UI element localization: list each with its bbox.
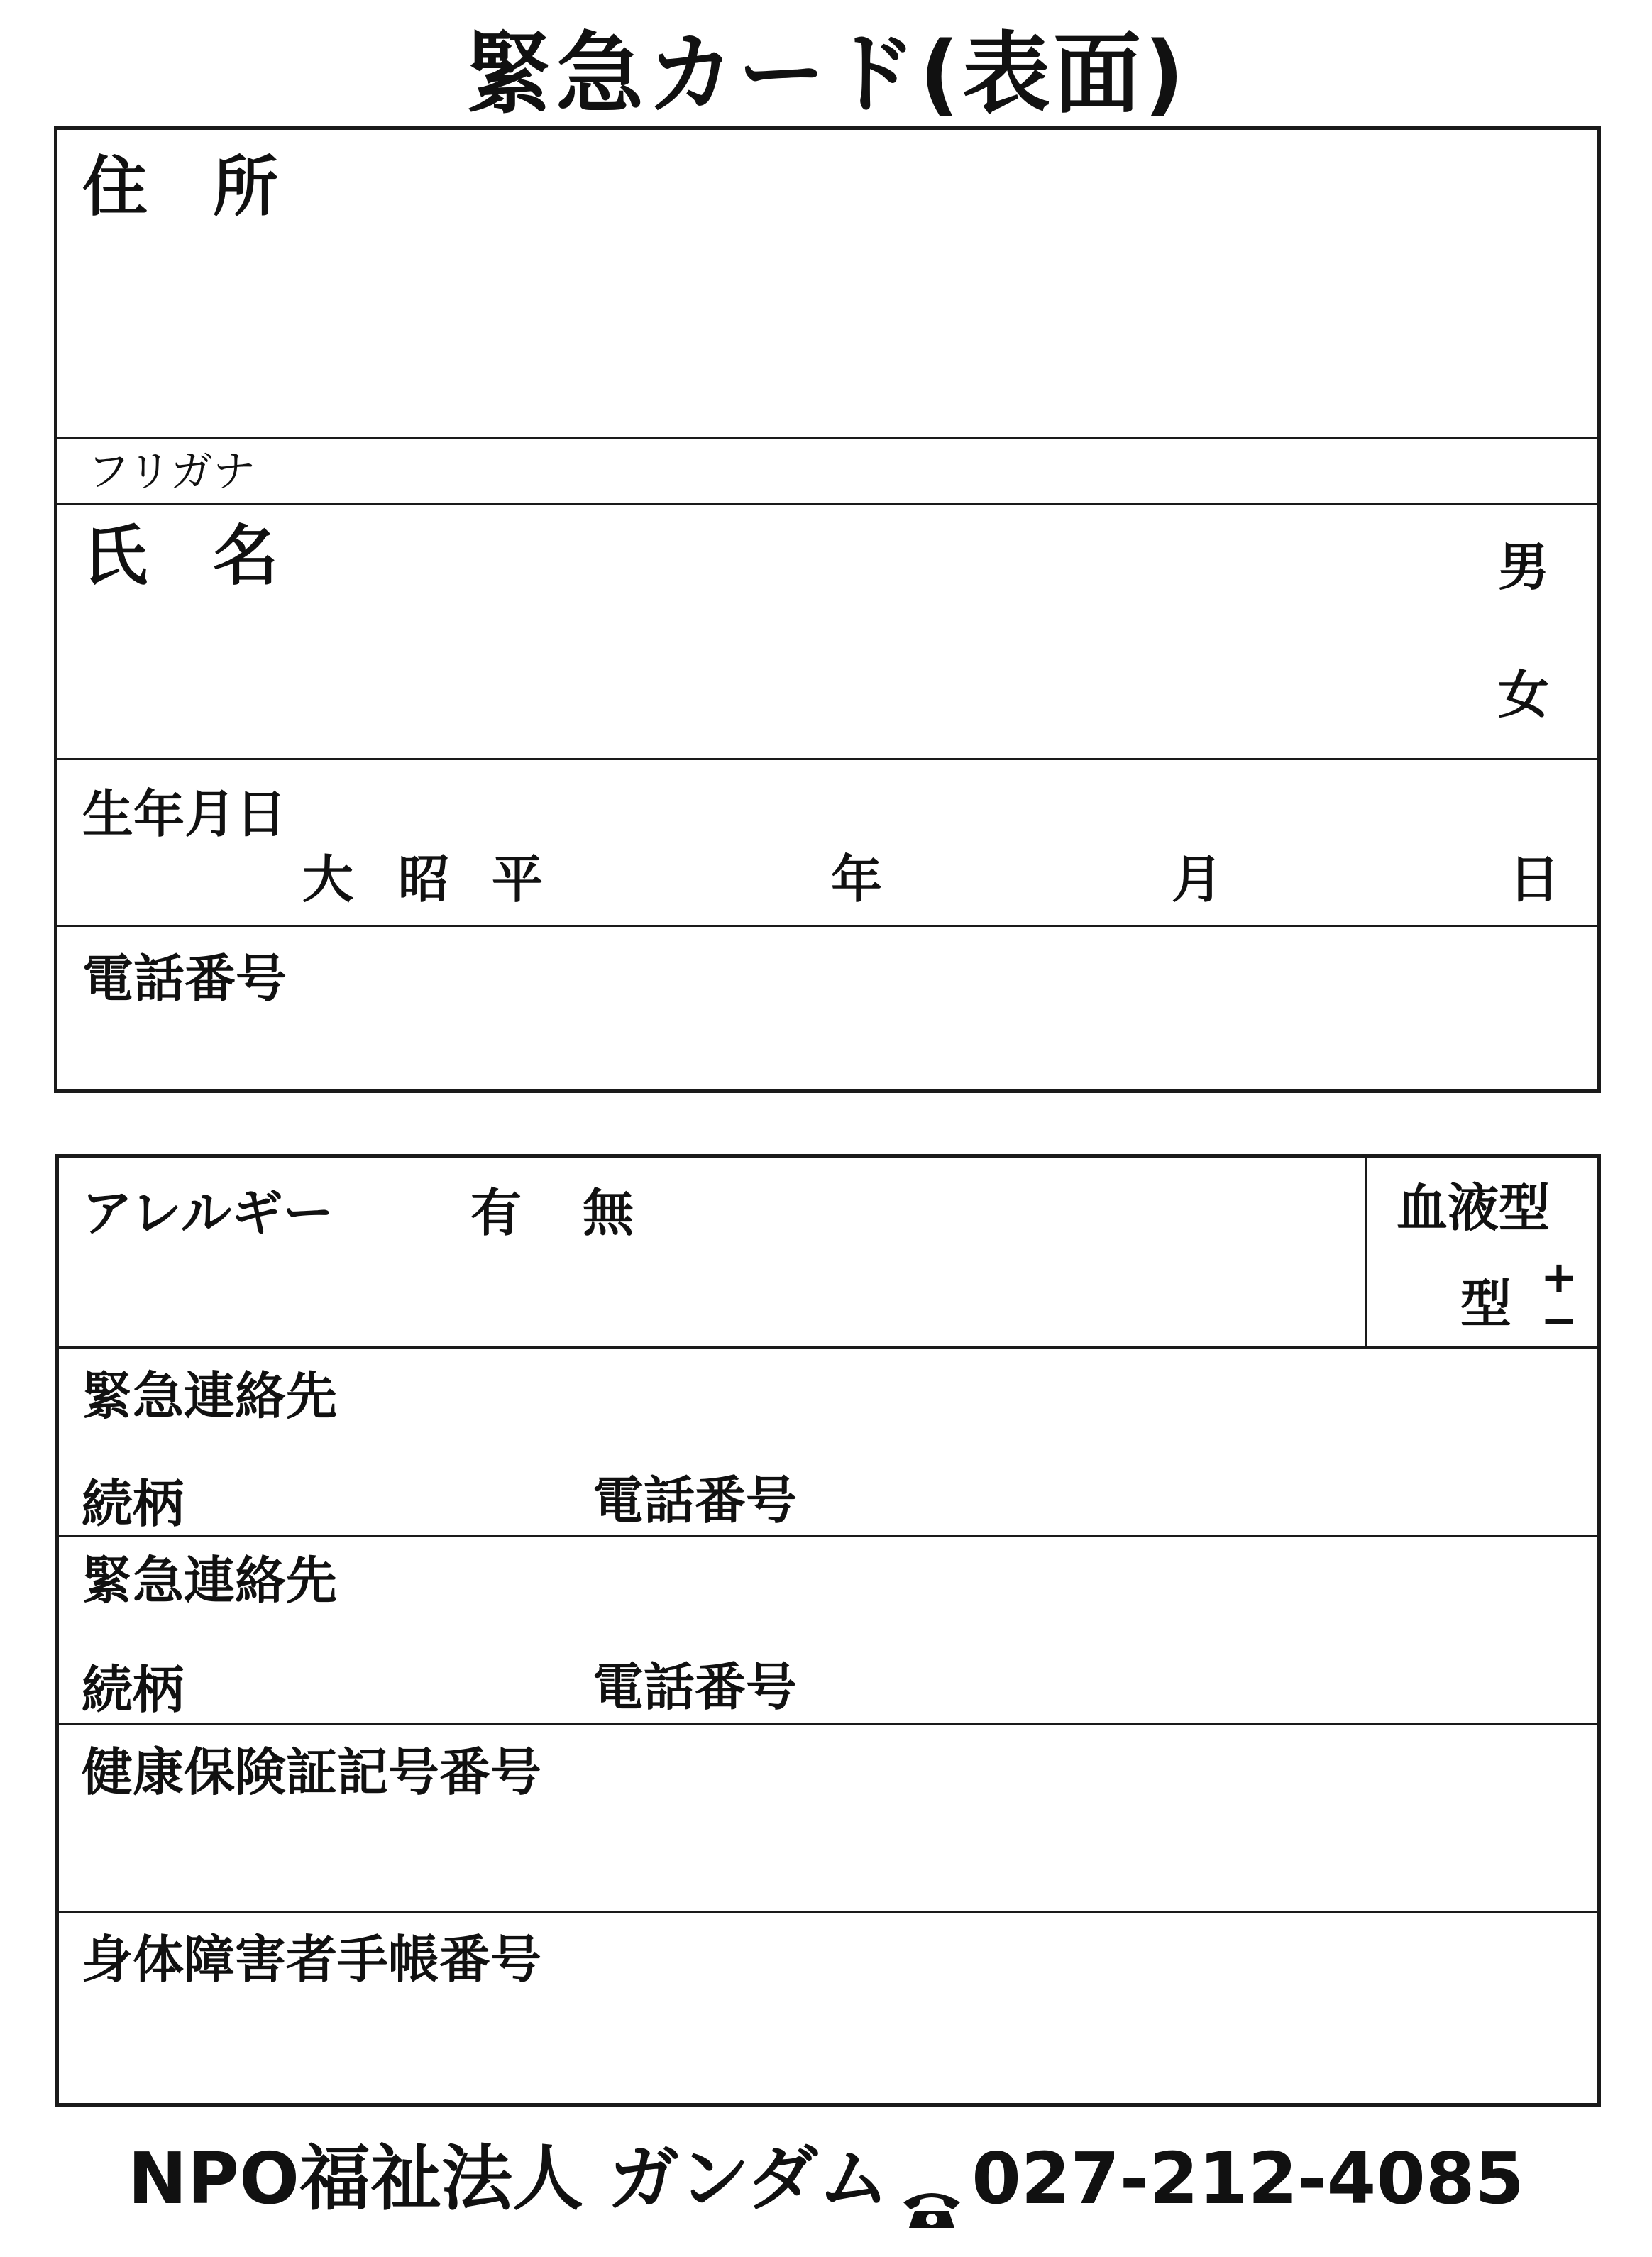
month-label: 月 (1172, 850, 1223, 909)
divider (59, 1911, 1597, 1913)
allergy-yes-option[interactable]: 有 (470, 1183, 522, 1243)
emergency-contact-2-phone: 電話番号 (593, 1657, 798, 1717)
birthdate-label: 生年月日 (82, 784, 287, 844)
emergency-contact-2-label: 緊急連絡先 (82, 1551, 338, 1610)
disability-handbook-label: 身体障害者手帳番号 (82, 1930, 542, 1989)
phone-label: 電話番号 (82, 949, 287, 1009)
emergency-contact-1-phone: 電話番号 (593, 1471, 798, 1530)
era-heisei-option[interactable]: 平 (492, 850, 544, 909)
blood-type-suffix: 型 (1460, 1274, 1512, 1334)
divider (59, 1346, 1597, 1349)
footer (128, 2136, 1524, 2222)
emergency-contact-1-label: 緊急連絡先 (82, 1366, 338, 1426)
blood-type-label: 血液型 (1397, 1178, 1551, 1238)
day-label: 日 (1509, 850, 1560, 909)
health-insurance-label: 健康保険証記号番号 (82, 1742, 542, 1802)
divider (59, 1723, 1597, 1725)
organization-phone (901, 2136, 1524, 2222)
divider (57, 503, 1597, 505)
divider (57, 758, 1597, 760)
rh-plus-option[interactable]: + (1541, 1251, 1577, 1303)
emergency-contact-1-relation: 続柄 (82, 1474, 185, 1534)
furigana-label: フリガナ (87, 447, 255, 497)
card-title: 緊急カード(表面) (465, 23, 1187, 126)
divider (1365, 1158, 1367, 1348)
divider (59, 1535, 1597, 1537)
divider (57, 437, 1597, 439)
allergy-no-option[interactable]: 無 (583, 1183, 634, 1243)
phone-number: 027-212-4085 (971, 2137, 1524, 2220)
telephone-icon (901, 2163, 963, 2205)
year-label: 年 (831, 850, 883, 909)
era-taisho-option[interactable]: 大 (302, 850, 354, 909)
era-showa-option[interactable]: 昭 (398, 850, 450, 909)
rh-minus-option[interactable]: − (1541, 1294, 1577, 1346)
divider (57, 925, 1597, 927)
sex-female-option[interactable]: 女 (1498, 665, 1550, 725)
name-label: 氏 名 (82, 518, 279, 594)
medical-info-section (55, 1154, 1601, 2107)
address-label: 住 所 (82, 149, 279, 225)
sex-male-option[interactable]: 男 (1498, 537, 1550, 597)
allergy-label: アレルギー (82, 1183, 334, 1243)
emergency-contact-2-relation: 続柄 (82, 1660, 185, 1720)
organization-name: NPO福祉法人 ガンダム (128, 2137, 889, 2220)
personal-info-section (54, 126, 1601, 1093)
